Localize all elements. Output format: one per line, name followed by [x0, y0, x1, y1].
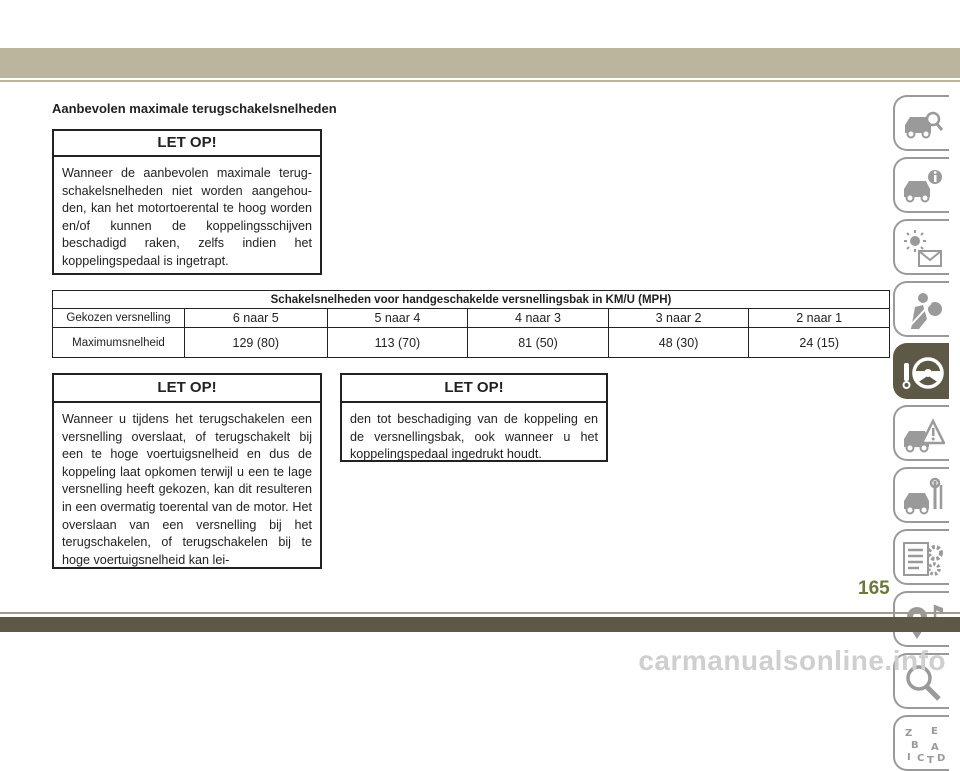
gear-cell: 3 naar 2	[608, 309, 749, 328]
tab-starting-driving[interactable]	[893, 343, 949, 399]
car-hazard-icon	[901, 413, 945, 457]
footer-band	[0, 617, 960, 632]
header-band	[0, 48, 960, 78]
row-label-speed: Maximumsnelheid	[53, 328, 185, 358]
section-title: Aanbevolen maximale terugschakelsnelheden	[52, 101, 337, 116]
speed-cell: 113 (70)	[327, 328, 468, 358]
speed-cell: 129 (80)	[185, 328, 328, 358]
warning-lights-message-icon	[901, 227, 945, 271]
car-search-icon	[901, 103, 945, 147]
warning-title: LET OP!	[54, 375, 320, 403]
tab-car-hazard[interactable]	[893, 405, 949, 461]
warning-box-continued	[340, 373, 608, 462]
table-caption: Schakelsnelheden voor handgeschakelde versnellingsbak in KM/U (MPH)	[53, 291, 890, 309]
footer-rule	[0, 612, 960, 614]
gear-cell: 5 naar 4	[327, 309, 468, 328]
key-steering-wheel-icon	[901, 351, 945, 395]
header-rule	[0, 80, 960, 82]
table-row	[53, 328, 890, 358]
warning-box-skip-gear	[52, 373, 322, 569]
tab-car-info[interactable]	[893, 157, 949, 213]
tab-seat-airbag[interactable]	[893, 281, 949, 337]
car-info-icon	[901, 165, 945, 209]
warning-title: LET OP!	[54, 131, 320, 157]
page-number: 165	[858, 578, 890, 599]
checklist-gear-icon	[901, 537, 945, 581]
alphabet-index-icon	[901, 723, 945, 767]
speed-cell: 81 (50)	[468, 328, 609, 358]
table-row	[53, 309, 890, 328]
warning-body: Wanneer de aanbevolen maximale terugschakelsnelheden niet worden aangehouden, kan het motortoerental te hoog worden en/of kunnen de koppelingsschijven beschadigd raken, zelfs indien het koppelingspedaal is ingetrapt.	[62, 166, 312, 268]
speed-cell: 48 (30)	[608, 328, 749, 358]
tab-car-tools[interactable]	[893, 467, 949, 523]
tab-maintenance[interactable]	[893, 529, 949, 585]
svg-text:D: D	[937, 753, 945, 764]
tab-warning-lights[interactable]	[893, 219, 949, 275]
gear-cell: 2 naar 1	[749, 309, 890, 328]
watermark-url: carmanualsonline.info	[638, 645, 946, 676]
svg-text:T: T	[927, 755, 934, 766]
gear-cell: 6 naar 5	[185, 309, 328, 328]
tab-index[interactable]	[893, 715, 949, 771]
warning-box-clutch	[52, 129, 322, 275]
svg-text:E: E	[931, 726, 938, 737]
warning-title: LET OP!	[342, 375, 606, 403]
tab-car-search[interactable]	[893, 95, 949, 151]
speed-cell: 24 (15)	[749, 328, 890, 358]
svg-text:A: A	[931, 742, 939, 753]
svg-text:C: C	[917, 753, 925, 764]
warning-body: Wanneer u tijdens het terugschakelen een versnelling overslaat, of terugschakelt bij een te hoge voertuigsnelheid en dus de koppeling laat opkomen terwijl u een te lage versnelling heeft gekozen, kan dit resulteren in een overmatig toerental van de motor. Het overslaan van een versnelling bij het terugschakelen, of terugschakelen bij te hoge voertuigsnelheid kan lei-	[62, 412, 312, 567]
gear-cell: 4 naar 3	[468, 309, 609, 328]
shift-speed-table	[52, 290, 890, 358]
seat-airbag-icon	[901, 289, 945, 333]
row-label-gear: Gekozen versnelling	[53, 309, 185, 328]
car-tools-icon	[901, 475, 945, 519]
warning-body: den tot beschadiging van de koppeling en de versnellingsbak, ook wanneer u het koppelingspedaal ingedrukt houdt.	[350, 412, 598, 462]
svg-text:B: B	[911, 740, 919, 751]
svg-text:Z: Z	[905, 728, 913, 739]
svg-text:I: I	[907, 752, 911, 763]
